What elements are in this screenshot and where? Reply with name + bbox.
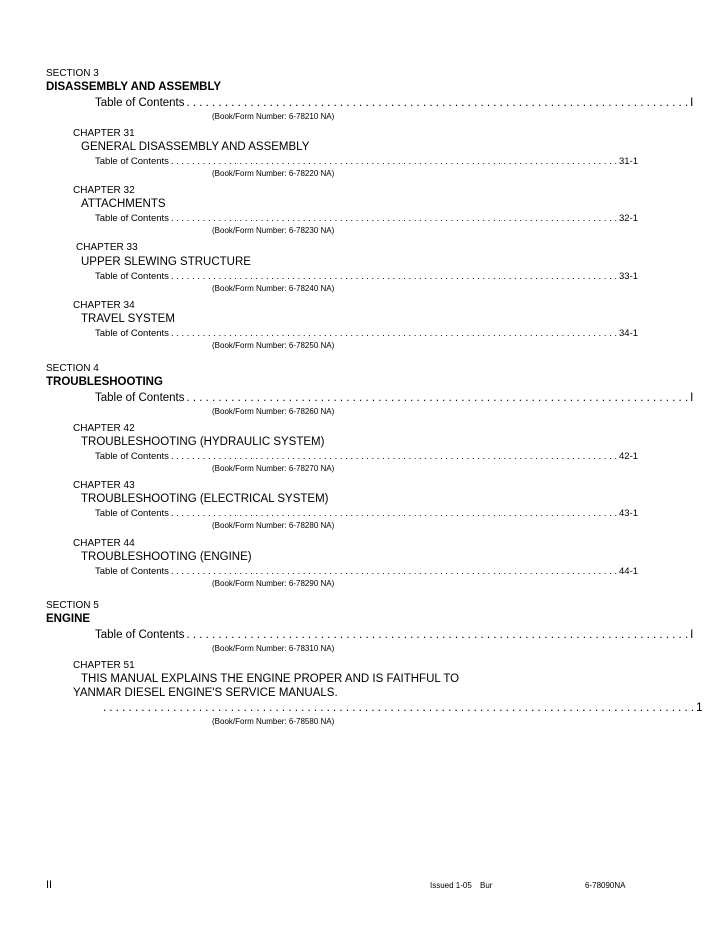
toc-label: Table of Contents	[95, 451, 169, 462]
dot-leader: . . . . . . . . . . . . . . . . . . . . . . . . . . . . . . . . . . . . . . . . . . . . . . . . . . . . . . . . . . . . . . . . . . . . . . . . . . . . . . . . . . . . .	[170, 328, 617, 339]
dot-leader: . . . . . . . . . . . . . . . . . . . . . . . . . . . . . . . . . . . . . . . . . . . . . . . . . . . . . . . . . . . . . . . . . . . . . . . . . . . . . . . . . . . . .	[170, 566, 617, 577]
chapter-label: CHAPTER 33	[76, 242, 138, 253]
dot-leader: . . . . . . . . . . . . . . . . . . . . . . . . . . . . . . . . . . . . . . . . . . . . . . . . . . . . . . . . . . . . . . . . . . . . . . . . . . . . . . . . . . . . .	[170, 451, 617, 462]
chapter-label: CHAPTER 44	[73, 538, 135, 549]
chapter-title: ATTACHMENTS	[81, 198, 166, 210]
chapter-toc-entry[interactable]	[95, 271, 639, 284]
book-form-number: (Book/Form Number: 6-78220 NA)	[212, 169, 335, 178]
dot-leader: . . . . . . . . . . . . . . . . . . . . . . . . . . . . . . . . . . . . . . . . . . . . . . . . . . . . . . . . . . . . . . . . . . . . . . . . . . . . . . . . . . . . .	[170, 508, 617, 519]
chapter-title: TROUBLESHOOTING (ELECTRICAL SYSTEM)	[81, 493, 329, 505]
toc-label: Table of Contents	[95, 392, 185, 404]
toc-page: 32-1	[619, 213, 639, 224]
chapter-title: TROUBLESHOOTING (HYDRAULIC SYSTEM)	[81, 436, 325, 448]
book-form-number: (Book/Form Number: 6-78240 NA)	[212, 284, 335, 293]
toc-page: 31-1	[619, 156, 639, 167]
dot-leader: . . . . . . . . . . . . . . . . . . . . . . . . . . . . . . . . . . . . . . . . . . . . . . . . . . . . . . . . . . . . . . . . . . . . . . . . . . . . . . . . . . . . .	[170, 213, 617, 224]
toc-page: 1	[696, 702, 703, 714]
toc-page: I	[690, 629, 694, 641]
chapter-label: CHAPTER 42	[73, 423, 135, 434]
book-form-number: (Book/Form Number: 6-78310 NA)	[212, 644, 335, 653]
footer-location: Bur	[480, 881, 493, 890]
section-toc-entry[interactable]	[95, 629, 694, 644]
chapter-title-line2: YANMAR DIESEL ENGINE'S SERVICE MANUALS.	[73, 687, 338, 699]
chapter-title: UPPER SLEWING STRUCTURE	[81, 256, 251, 268]
chapter-toc-entry[interactable]	[95, 508, 639, 521]
toc-page: 43-1	[619, 508, 639, 519]
toc-page: I	[690, 392, 694, 404]
chapter-label: CHAPTER 51	[73, 660, 135, 671]
book-form-number: (Book/Form Number: 6-78210 NA)	[212, 112, 335, 121]
section-title: TROUBLESHOOTING	[46, 376, 163, 388]
section-title: DISASSEMBLY AND ASSEMBLY	[46, 81, 222, 93]
toc-page: 34-1	[619, 328, 639, 339]
chapter-label: CHAPTER 43	[73, 480, 135, 491]
toc-page: 44-1	[619, 566, 639, 577]
chapter-label: CHAPTER 34	[73, 300, 135, 311]
dot-leader: . . . . . . . . . . . . . . . . . . . . . . . . . . . . . . . . . . . . . . . . . . . . . . . . . . . . . . . . . . . . . . . . . . . . . . . . . . . . . . . . . . . . .	[170, 271, 617, 282]
dot-leader: . . . . . . . . . . . . . . . . . . . . . . . . . . . . . . . . . . . . . . . . . . . . . . . . . . . . . . . . . . . . . . . . . . . . . . . . . . . . . . .	[186, 629, 689, 641]
toc-page: 33-1	[619, 271, 639, 282]
book-form-number: (Book/Form Number: 6-78230 NA)	[212, 226, 335, 235]
dot-leader: . . . . . . . . . . . . . . . . . . . . . . . . . . . . . . . . . . . . . . . . . . . . . . . . . . . . . . . . . . . . . . . . . . . . . . . . . . . . . . . . . . . . . . . . . . . . .	[103, 702, 695, 714]
book-form-number: (Book/Form Number: 6-78250 NA)	[212, 341, 335, 350]
chapter-toc-entry[interactable]	[95, 566, 639, 579]
chapter-title: TRAVEL SYSTEM	[81, 313, 175, 325]
chapter-label: CHAPTER 31	[73, 128, 135, 139]
dot-leader: . . . . . . . . . . . . . . . . . . . . . . . . . . . . . . . . . . . . . . . . . . . . . . . . . . . . . . . . . . . . . . . . . . . . . . . . . . . . . . .	[186, 392, 689, 404]
toc-label: Table of Contents	[95, 508, 169, 519]
book-form-number: (Book/Form Number: 6-78580 NA)	[212, 717, 335, 726]
chapter-label: CHAPTER 32	[73, 185, 135, 196]
toc-label: Table of Contents	[95, 629, 185, 641]
toc-label: Table of Contents	[95, 213, 169, 224]
book-form-number: (Book/Form Number: 6-78280 NA)	[212, 521, 335, 530]
chapter-toc-entry[interactable]	[103, 702, 703, 717]
section-label: SECTION 3	[46, 68, 99, 79]
book-form-number: (Book/Form Number: 6-78260 NA)	[212, 407, 335, 416]
chapter-title: GENERAL DISASSEMBLY AND ASSEMBLY	[81, 141, 310, 153]
toc-page: 42-1	[619, 451, 639, 462]
toc-label: Table of Contents	[95, 97, 185, 109]
chapter-toc-entry[interactable]	[95, 328, 639, 341]
section-toc-entry[interactable]	[95, 392, 694, 407]
dot-leader: . . . . . . . . . . . . . . . . . . . . . . . . . . . . . . . . . . . . . . . . . . . . . . . . . . . . . . . . . . . . . . . . . . . . . . . . . . . . . . . . . . . . .	[170, 156, 617, 167]
section-toc-entry[interactable]	[95, 97, 694, 112]
book-form-number: (Book/Form Number: 6-78270 NA)	[212, 464, 335, 473]
toc-page: I	[690, 97, 694, 109]
dot-leader: . . . . . . . . . . . . . . . . . . . . . . . . . . . . . . . . . . . . . . . . . . . . . . . . . . . . . . . . . . . . . . . . . . . . . . . . . . . . . . .	[186, 97, 689, 109]
chapter-title: TROUBLESHOOTING (ENGINE)	[81, 551, 252, 563]
chapter-toc-entry[interactable]	[95, 156, 639, 169]
footer-form-number: 6-78090NA	[585, 881, 626, 890]
toc-label: Table of Contents	[95, 156, 169, 167]
chapter-toc-entry[interactable]	[95, 213, 639, 226]
toc-label: Table of Contents	[95, 328, 169, 339]
footer-issued: Issued 1-05	[430, 881, 472, 890]
chapter-title-line1: THIS MANUAL EXPLAINS THE ENGINE PROPER AND IS FAITHFUL TO	[81, 673, 460, 685]
section-label: SECTION 4	[46, 363, 99, 374]
book-form-number: (Book/Form Number: 6-78290 NA)	[212, 579, 335, 588]
section-title: ENGINE	[46, 613, 91, 625]
toc-label: Table of Contents	[95, 271, 169, 282]
page-number: II	[46, 879, 53, 891]
section-label: SECTION 5	[46, 600, 99, 611]
toc-label: Table of Contents	[95, 566, 169, 577]
chapter-toc-entry[interactable]	[95, 451, 639, 464]
